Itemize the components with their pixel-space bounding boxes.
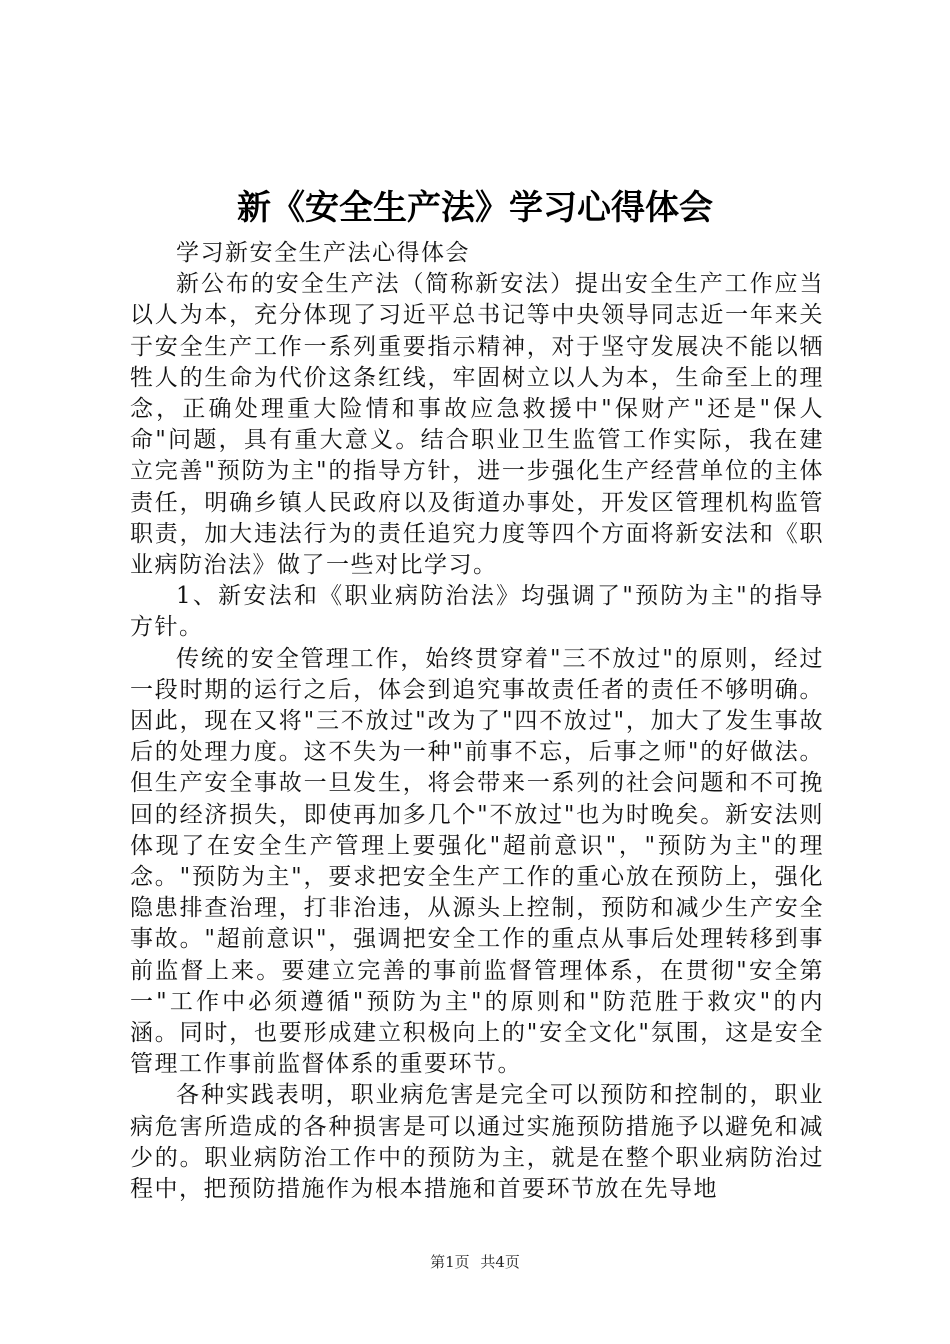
page-footer [0,1252,950,1272]
body-paragraph: 各种实践表明，职业病危害是完全可以预防和控制的，职业病危害所造成的各种损害是可以通过实施预防措施予以避免和减少的。职业病防治工作中的预防为主，就是在整个职业病防治过程中，把预防措施作为根本措施和首要环节放在先导地 [130,1082,824,1203]
body-paragraph: 传统的安全管理工作，始终贯穿着"三不放过"的原则，经过一段时期的运行之后，体会到追究事故责任者的责任不够明确。因此，现在又将"三不放过"改为了"四不放过"，加大了发生事故后的处理力度。这不失为一种"前事不忘，后事之师"的好做法。但生产安全事故一旦发生，将会带来一系列的社会问题和不可挽回的经济损失，即使再加多几个"不放过"也为时晚矣。新安法则体现了在安全生产管理上要强化"超前意识"，"预防为主"的理念。"预防为主"，要求把安全生产工作的重心放在预防上，强化隐患排查治理，打非治违，从源头上控制，预防和减少生产安全事故。"超前意识"，强调把安全工作的重点从事后处理转移到事前监督上来。要建立完善的事前监督管理体系，在贯彻"安全第一"工作中必须遵循"预防为主"的原则和"防范胜于救灾"的内涵。同时，也要形成建立积极向上的"安全文化"氛围，这是安全管理工作事前监督体系的重要环节。 [130,645,824,1078]
page-total: 共4页 [480,1253,520,1271]
subtitle-paragraph: 学习新安全生产法心得体会 [176,240,470,266]
body-paragraph: 1、新安法和《职业病防治法》均强调了"预防为主"的指导方针。 [130,583,824,641]
body-paragraph: 新公布的安全生产法（简称新安法）提出安全生产工作应当以人为本，充分体现了习近平总书记等中央领导同志近一年来关于安全生产工作一系列重要指示精神，对于坚守发展决不能以牺牲人的生命为代价这条红线，牢固树立以人为本，生命至上的理念，正确处理重大险情和事故应急救援中"保财产"还是"保人命"问题，具有重大意义。结合职业卫生监管工作实际，我在建立完善"预防为主"的指导方针，进一步强化生产经营单位的主体责任，明确乡镇人民政府以及街道办事处，开发区管理机构监管职责，加大违法行为的责任追究力度等四个方面将新安法和《职业病防治法》做了一些对比学习。 [130,271,824,579]
document-title: 新《安全生产法》学习心得体会 [237,188,713,228]
page-number: 第1页 [430,1253,470,1271]
document-body [130,238,824,1205]
